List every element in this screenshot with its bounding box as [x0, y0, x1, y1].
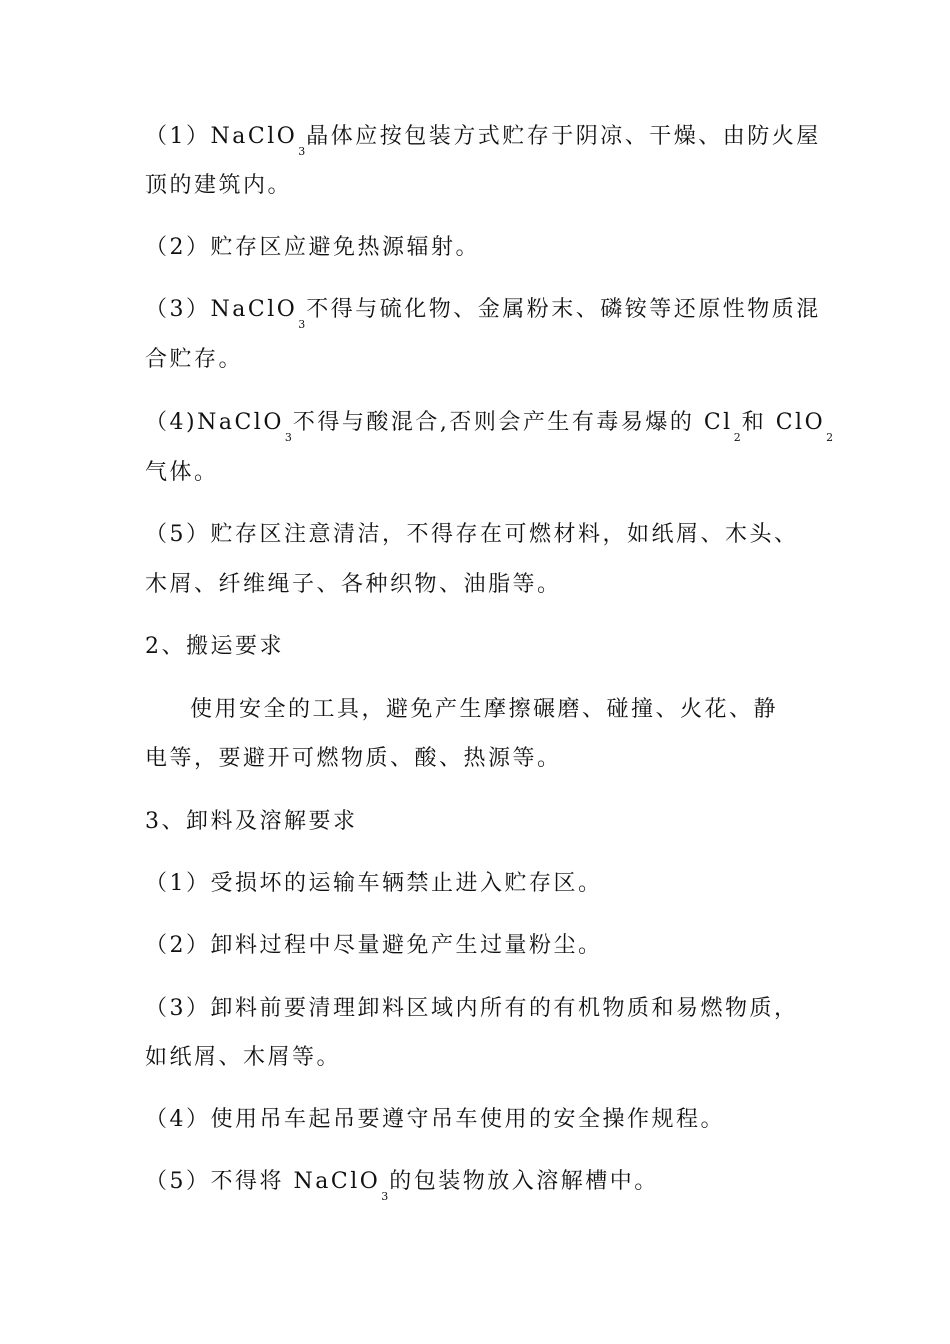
- storage-item-2: （2）贮存区应避免热源辐射。: [145, 235, 480, 260]
- subscript: 2: [826, 431, 834, 444]
- subscript: 3: [298, 318, 306, 331]
- storage-item-5-line-2: 木屑、纤维绳子、各种织物、油脂等。: [145, 572, 562, 597]
- unloading-item-1: （1）受损坏的运输车辆禁止进入贮存区。: [145, 871, 603, 896]
- subscript: 3: [298, 145, 306, 158]
- storage-item-5-line-1: （5）贮存区注意清洁，不得存在可燃材料，如纸屑、木头、: [145, 522, 799, 547]
- storage-item-4-line-2: 气体。: [145, 460, 219, 485]
- unloading-item-4: （4）使用吊车起吊要遵守吊车使用的安全操作规程。: [145, 1107, 725, 1132]
- section-heading-unloading: 3、卸料及溶解要求: [145, 809, 358, 834]
- section-heading-handling: 2、搬运要求: [145, 634, 284, 659]
- storage-item-1-line-2: 顶的建筑内。: [145, 173, 293, 198]
- storage-item-3-line-1: （3）NaClO$_3$不得与硫化物、金属粉末、磷铵等还原性物质混: [145, 297, 821, 331]
- handling-paragraph-line-1: 使用安全的工具，避免产生摩擦碾磨、碰撞、火花、静: [190, 697, 779, 722]
- subscript: 3: [284, 431, 292, 444]
- unloading-item-2: （2）卸料过程中尽量避免产生过量粉尘。: [145, 933, 603, 958]
- storage-item-1-line-1: （1）NaClO$_3$晶体应按包装方式贮存于阴凉、干燥、由防火屋: [145, 124, 821, 158]
- subscript: 2: [733, 431, 741, 444]
- storage-item-3-line-2: 合贮存。: [145, 347, 244, 372]
- unloading-item-5: （5）不得将 NaClO$_3$的包装物放入溶解槽中。: [145, 1169, 659, 1203]
- handling-paragraph-line-2: 电等，要避开可燃物质、酸、热源等。: [145, 746, 562, 771]
- unloading-item-3-line-1: （3）卸料前要清理卸料区域内所有的有机物质和易燃物质，: [145, 996, 799, 1021]
- subscript: 3: [381, 1190, 389, 1203]
- unloading-item-3-line-2: 如纸屑、木屑等。: [145, 1045, 342, 1070]
- storage-item-4-line-1: （4)NaClO$_3$不得与酸混合,否则会产生有毒易爆的 $Cl_2$和 ClO$_2$: [145, 410, 834, 444]
